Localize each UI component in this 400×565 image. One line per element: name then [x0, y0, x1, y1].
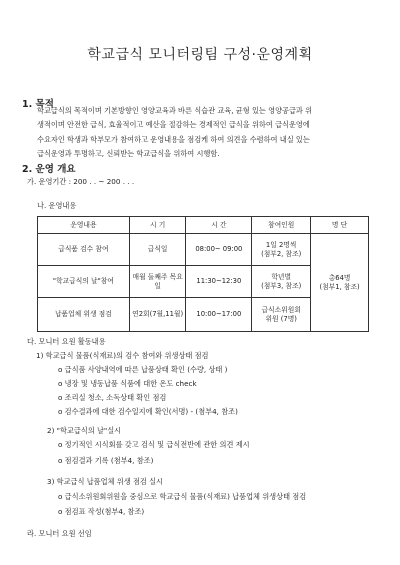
purpose-line: 생적이며 안전한 급식, 효율적이고 예산을 절감하는 경제적인 급식을 위하여 급식운영에 — [37, 120, 310, 130]
table-header-cell: 운영내용 — [38, 217, 130, 234]
operation-content-title: 나. 운영내용 — [37, 201, 77, 210]
table-row — [38, 234, 369, 266]
activity-subitem: o 조리실 청소, 소독상태 확인 점검 — [58, 393, 167, 402]
table-cell-content: "학교급식의 날"참여 — [38, 266, 130, 298]
table-cell-content: 납품업체 위생 점검 — [38, 298, 130, 332]
participants-line: 급식소위원회 — [261, 305, 301, 314]
table-cell-period: 연2회(7월,11월) — [129, 298, 186, 332]
activity-subitem: o 정기적인 시식회를 갖고 검식 및 급식전반에 관한 의견 제시 — [58, 440, 250, 449]
activity-item: 2) "학교급식의 날"실시 — [47, 426, 122, 435]
table-cell-period: 급식일 — [129, 234, 186, 266]
participants-line: (첨부2, 참조) — [261, 249, 302, 258]
activity-subitem: o 검수결과에 대한 검수일지에 확인(서명) - (첨부4, 참조) — [58, 407, 238, 416]
participants-line: 1일 2명씩 — [265, 240, 297, 249]
document-title: 학교급식 모니터링팀 구성·운영계획 — [87, 47, 313, 63]
activity-subitem: o 급식소위원회위원을 중심으로 학교급식 물품(식재료) 납품업체 위생상태 점검 — [58, 492, 307, 501]
monitor-activities-heading: 다. 모니터 요원 활동내용 — [27, 337, 106, 346]
table-cell-participants — [252, 266, 311, 298]
table-header-cell: 시 기 — [129, 217, 186, 234]
participants-line: (첨부3, 참조) — [261, 281, 302, 290]
roster-line: (첨부1, 참조) — [319, 282, 360, 291]
purpose-paragraph — [37, 104, 369, 161]
operation-period: 가. 운영기간 : 200 . . ~ 200 . . . — [27, 177, 135, 186]
table-header-cell: 명 단 — [311, 217, 369, 234]
activity-subitem: o 급식품 사양내역에 따른 납품상태 확인 (수량, 상태 ) — [58, 365, 228, 374]
purpose-line: 수요자인 학생과 학부모가 참여하고 운영내용을 점검케 하여 의견을 수렴하여 내실 있는 — [37, 134, 310, 144]
table-header-cell: 시 간 — [186, 217, 252, 234]
participants-line: 학년별 — [271, 272, 292, 281]
monitor-selection-heading: 라. 모니터 요원 선임 — [27, 529, 92, 538]
table-cell-roster — [311, 234, 369, 332]
table-cell-time: 08:00~ 09:00 — [186, 234, 252, 266]
operation-plan-table — [37, 216, 369, 332]
section-purpose-heading: 1. 목적 — [22, 99, 54, 110]
activity-subitem: o 냉장 및 냉동납품 식품에 대한 온도 check — [58, 379, 197, 388]
section-overview-heading: 2. 운영 개요 — [22, 164, 76, 175]
participants-line: 위원 (7명) — [265, 314, 297, 323]
table-cell-period: 매월 둘째주 목요일 — [129, 266, 186, 298]
table-cell-participants — [252, 298, 311, 332]
table-header-cell: 참여인원 — [252, 217, 311, 234]
table-cell-content: 급식품 검수 참여 — [38, 234, 130, 266]
roster-line: 총64명 — [328, 273, 351, 282]
activity-subitem: o 점검결과 기록 (첨부4, 참조) — [58, 456, 154, 465]
purpose-line: 급식운영과 투명하고, 신뢰받는 학교급식을 위하여 시행함. — [37, 148, 220, 158]
table-cell-participants — [252, 234, 311, 266]
table-cell-time: 11:30~12:30 — [186, 266, 252, 298]
activity-item: 1) 학교급식 물품(식재료)의 검수 참여와 위생상태 점검 — [36, 351, 209, 360]
purpose-line: 학교급식의 목적이며 기본방향인 영양교육과 바른 식습관 교육, 균형 있는 영양공급과 위 — [37, 106, 313, 115]
activity-item: 3) 학교급식 납품업체 위생 점검 실시 — [47, 477, 164, 486]
activity-subitem: o 점검표 작성(첨부4, 참조) — [58, 507, 145, 516]
table-cell-time: 10:00~17:00 — [186, 298, 252, 332]
table-header-row — [38, 217, 369, 234]
